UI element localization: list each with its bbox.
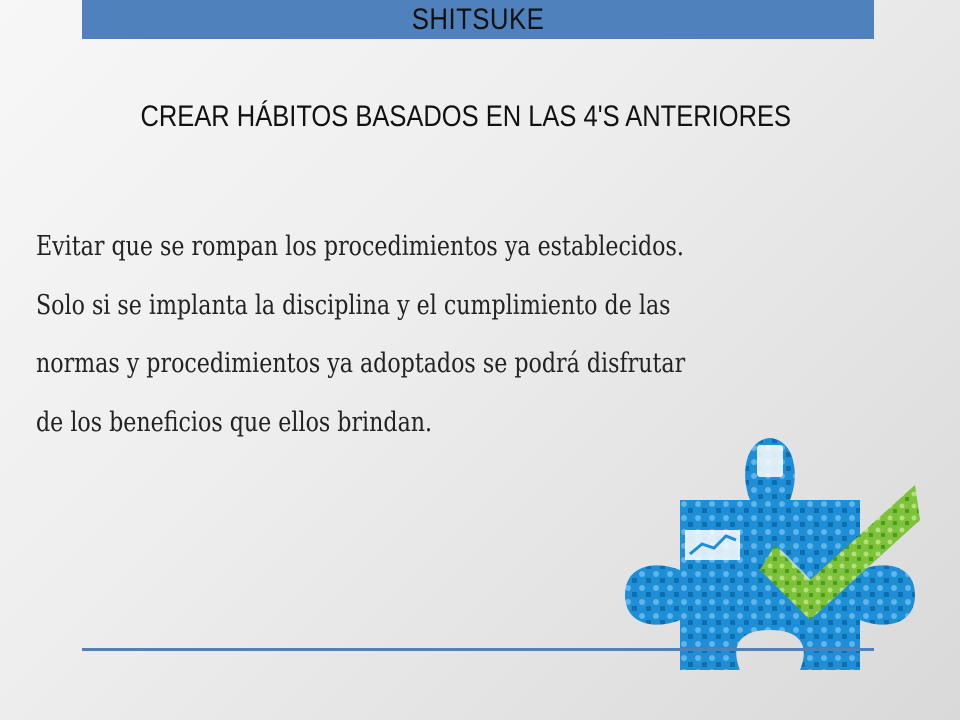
slide-subtitle: CREAR HÁBITOS BASADOS EN LAS 4'S ANTERIORES — [140, 100, 792, 133]
body-text — [36, 218, 905, 452]
bottom-divider — [82, 648, 874, 651]
body-line-2: Solo si se implanta la disciplina y el cumplimiento de las — [36, 289, 671, 321]
body-line-4: de los beneficios que ellos brindan. — [36, 406, 433, 438]
body-line-3: normas y procedimientos ya adoptados se podrá disfrutar — [36, 348, 686, 379]
body-line-1: Evitar que se rompan los procedimientos ya establecidos. — [36, 231, 684, 262]
title-bar — [82, 0, 874, 39]
puzzle-checkmark-icon — [610, 430, 930, 680]
slide-title: SHITSUKE — [411, 2, 545, 36]
